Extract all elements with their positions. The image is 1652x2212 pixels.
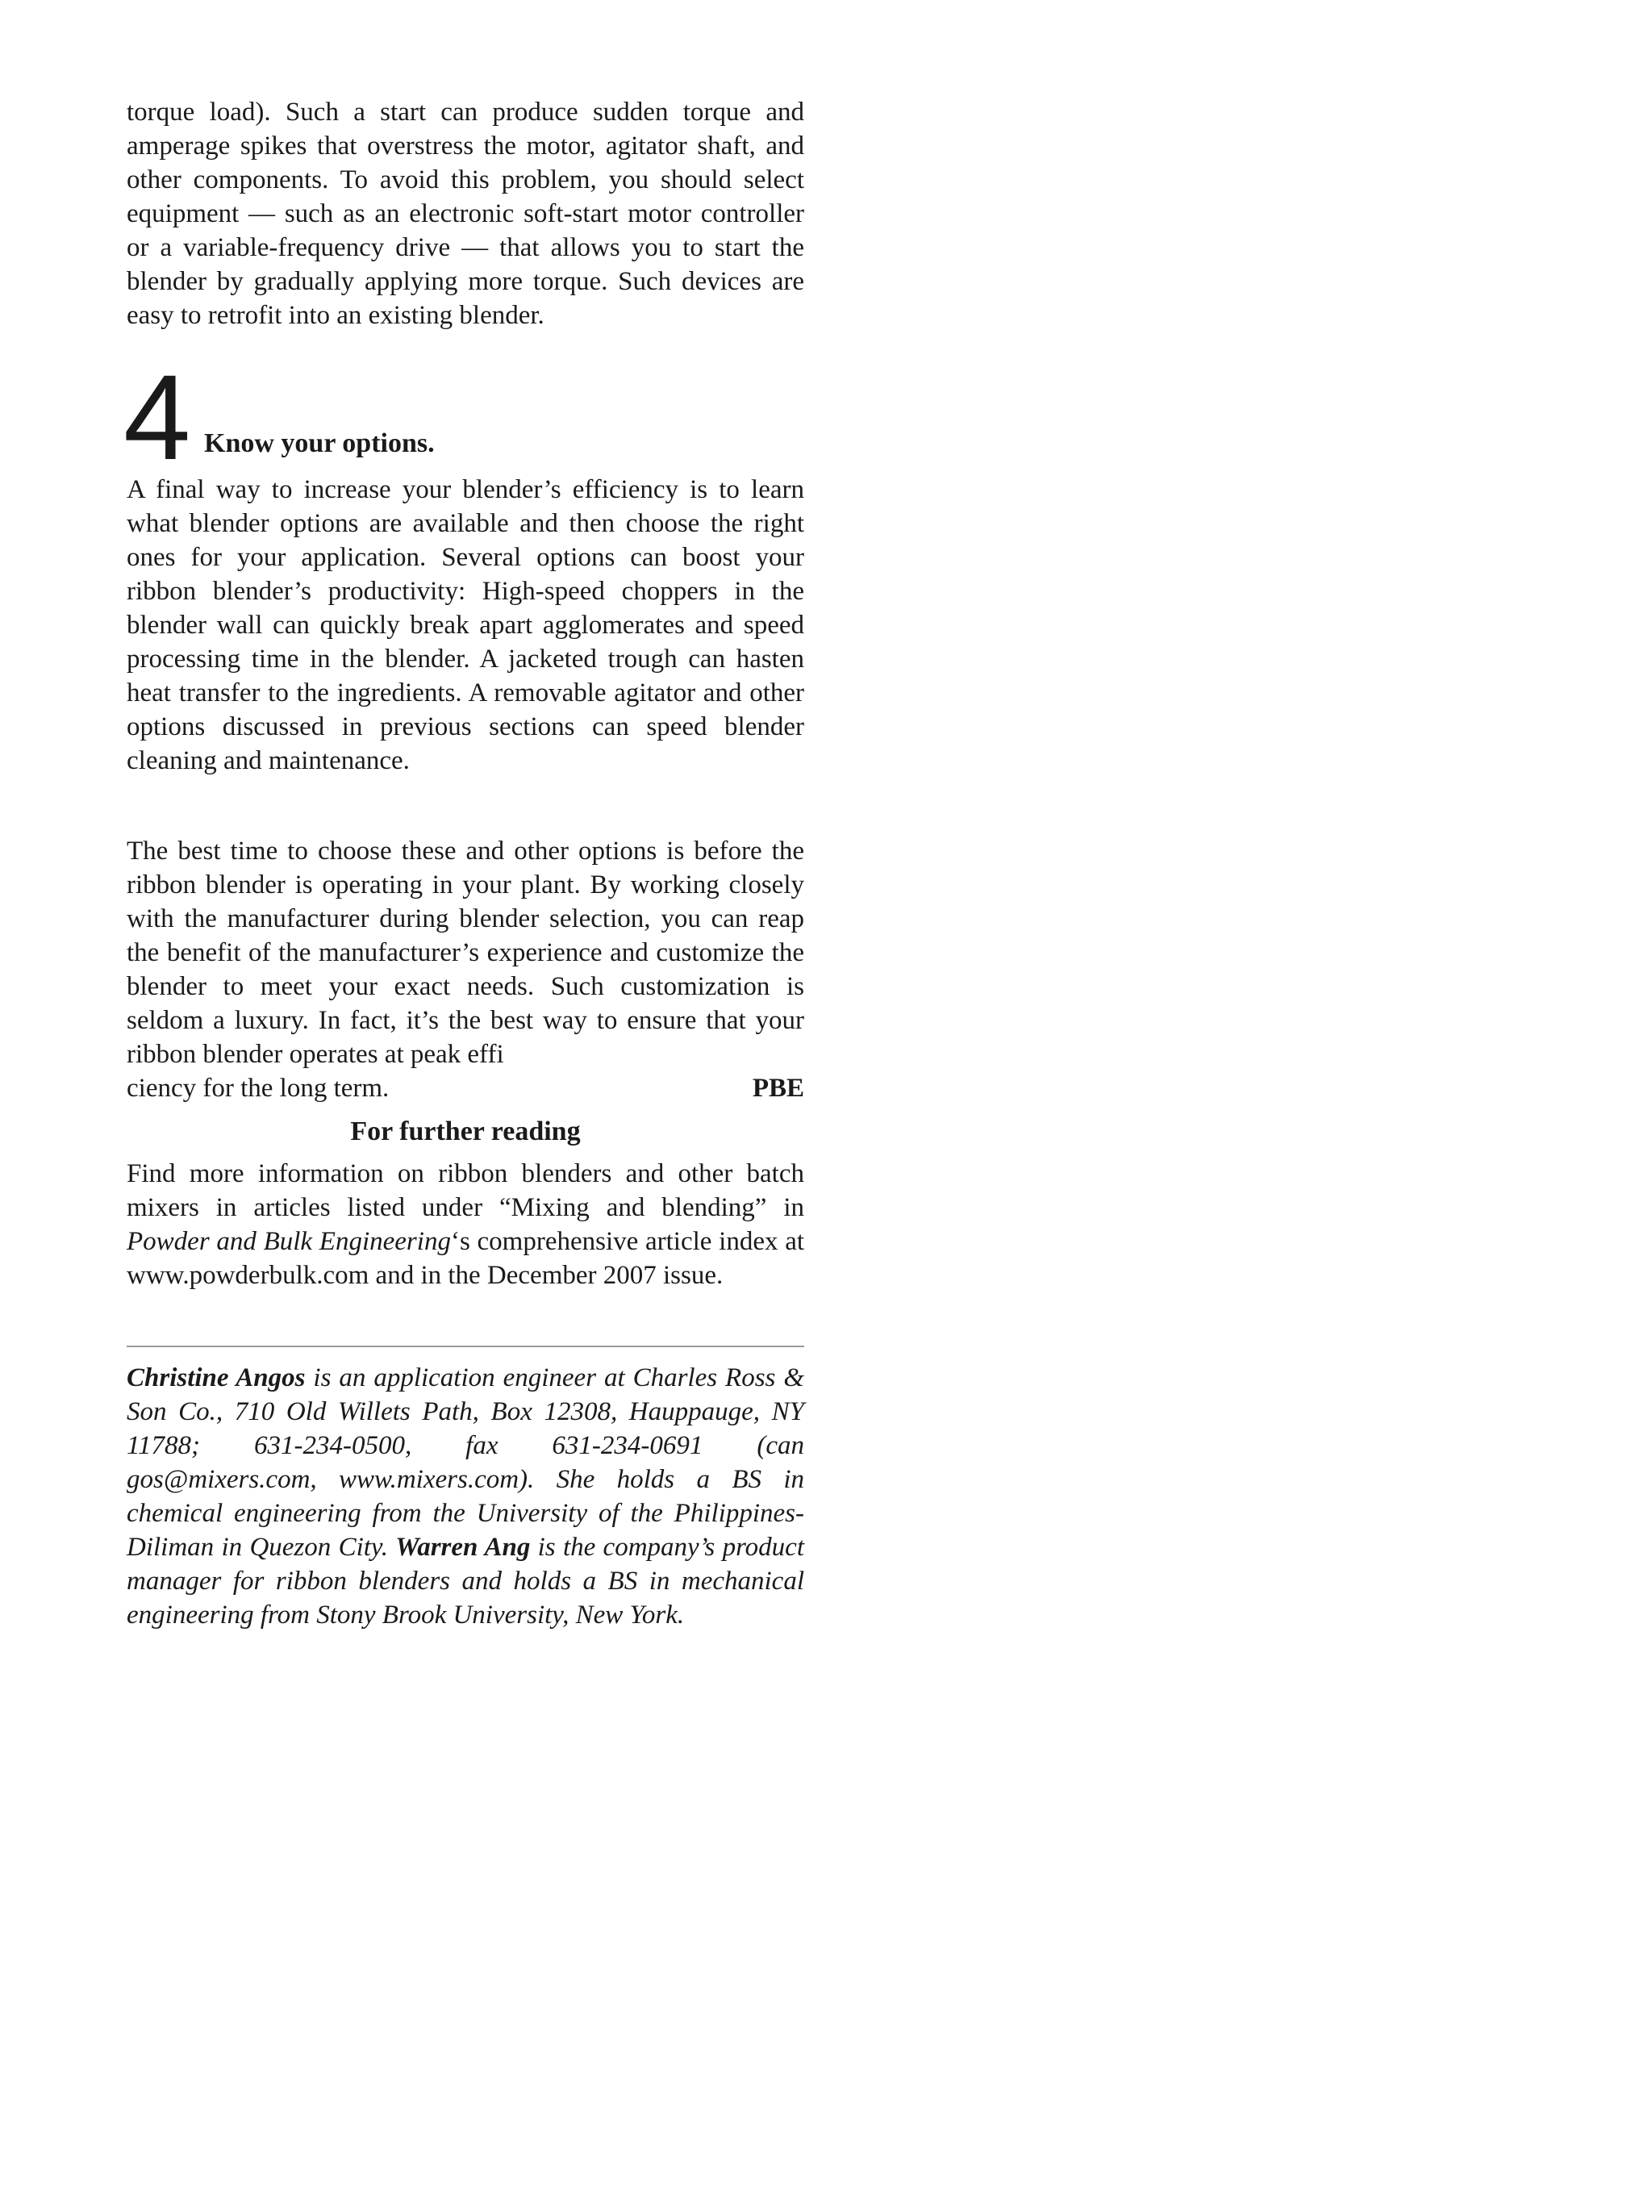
- section-heading: [123, 349, 804, 485]
- further-reading-heading: For further reading: [350, 1116, 581, 1146]
- author-bio: [127, 1361, 804, 1632]
- pbe-signoff: PBE: [752, 1074, 804, 1103]
- further-reading-text-before: Find more information on ribbon blenders and other batch mixers in articles listed under “Mixing and blending” in: [127, 1159, 804, 1222]
- section-number: 4: [123, 349, 191, 485]
- further-reading-paragraph: [127, 1157, 804, 1292]
- divider-rule: [127, 1346, 804, 1347]
- section-title: Know your options.: [204, 428, 435, 458]
- bio-text-1: is an application engineer at Charles Ross & Son Co., 710 Old Willets Path, Box 12308, Hauppauge, NY 11788; 631-234-0500, fax 631-234-0691 (can gos@mixers.com, www.mixers.com). She holds a BS in chemical engineering from the University of the Philippines-Diliman in Quezon City.: [127, 1363, 804, 1562]
- publication-title: Powder and Bulk Engineering: [127, 1227, 451, 1256]
- options-paragraph: A final way to increase your blender’s efficiency is to learn what blender options are available and then choose the right ones for your application. Several options can boost your ribbon blender’s productivity: High-speed choppers in the blender wall can quickly break apart agglomerates and speed processing time in the blender. A jacketed trough can hasten heat transfer to the ingredients. A removable agitator and other options discussed in previous sections can speed blender cleaning and maintenance.: [127, 475, 804, 775]
- last-line-text: ciency for the long term.: [127, 1074, 390, 1103]
- further-reading-text-after: ‘s comprehensive article index at www.powderbulk.com and in the December 2007 issue.: [127, 1227, 805, 1290]
- best-time-last-line: [127, 1071, 804, 1105]
- article-column: [123, 95, 805, 1632]
- author-name-2: Warren Ang: [395, 1532, 531, 1562]
- bio-text-2: is the company’s product manager for ribbon blenders and holds a BS in mechanical engineering from Stony Brook University, New York.: [127, 1532, 804, 1630]
- author-name-1: Christine Angos: [127, 1363, 306, 1392]
- best-time-paragraph: The best time to choose these and other options is before the ribbon blender is operating in your plant. By working closely with the manufacturer during blender selection, you can reap the benefit of the manufacturer’s experience and customize the blender to meet your exact needs. Such customization is seldom a luxury. In fact, it’s the best way to ensure that your ribbon blender operates at peak effi: [127, 837, 804, 1069]
- intro-paragraph: torque load). Such a start can produce sudden torque and amperage spikes that overstress the motor, agitator shaft, and other components. To avoid this problem, you should select equipment — such as an electronic soft-start motor controller or a variable-frequency drive — that allows you to start the blender by gradually applying more torque. Such devices are easy to retrofit into an existing blender.: [127, 98, 804, 330]
